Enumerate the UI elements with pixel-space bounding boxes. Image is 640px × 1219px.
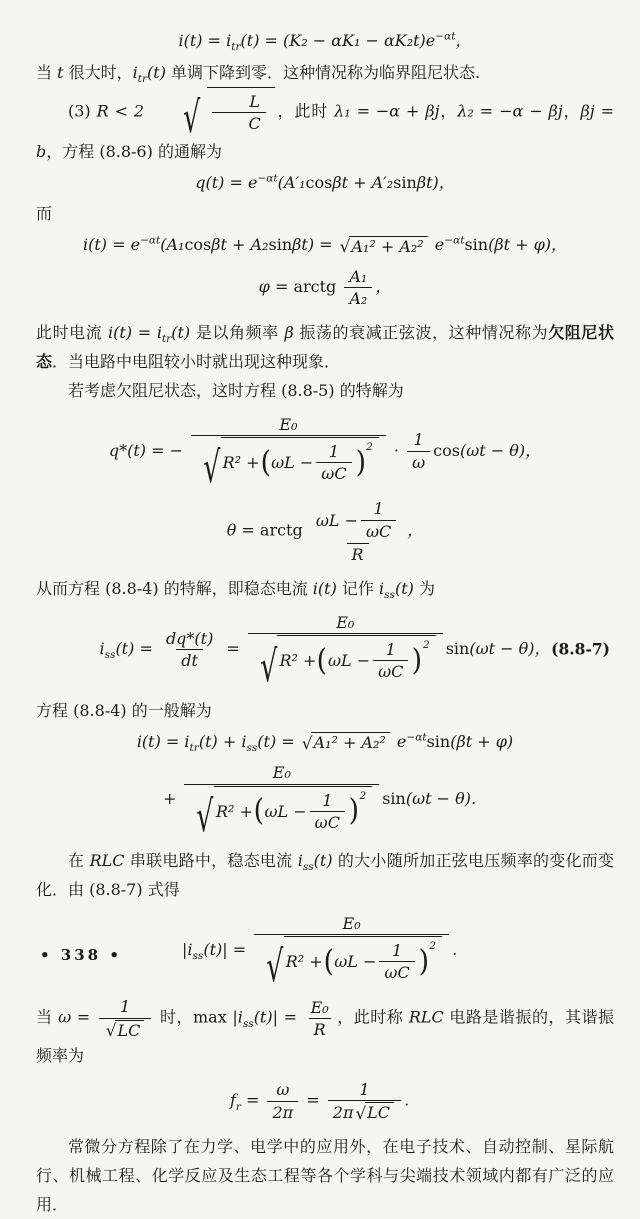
math-text: 2 [429, 940, 436, 953]
math-text: i [379, 579, 385, 598]
text-run: 单调下降到零．这种情况称为临界阻尼状态. [165, 62, 481, 82]
subscript [384, 589, 395, 601]
text-run: ， [439, 101, 458, 121]
radical-body [365, 1102, 394, 1122]
equation-steady-state-current [36, 612, 614, 692]
math-text: ss [104, 648, 116, 661]
denominator [344, 287, 372, 309]
math-text: ωC [321, 464, 347, 484]
math-text: (t)| = [203, 939, 252, 959]
math-function: max [193, 1008, 233, 1028]
math-text: E₀ [342, 913, 361, 933]
math-text: (A₁ [160, 235, 185, 255]
math-text: βj = b [36, 101, 615, 162]
math-text: dq*(t) [165, 628, 214, 648]
big-paren: ) [355, 444, 366, 479]
denominator [347, 543, 369, 565]
numerator [369, 498, 389, 519]
math-text: A₁² + A₂² [351, 236, 424, 256]
denominator [267, 1101, 298, 1123]
math-text: βt + A′₂ [332, 173, 394, 193]
math-fraction [344, 266, 372, 309]
numerator [115, 996, 135, 1017]
text-run: (3) [68, 101, 97, 121]
math-radical [191, 786, 372, 842]
superscript [423, 640, 430, 651]
equation-theta [36, 497, 614, 565]
math-text: (t) + i [198, 731, 247, 751]
math-function: cos [184, 235, 212, 255]
denominator [309, 1018, 331, 1040]
math-text: RLC [89, 850, 125, 870]
math-text: (t) = [257, 731, 300, 751]
text-run: ，方程 (8.8-6) 的通解为 [46, 142, 222, 162]
numerator [409, 429, 429, 450]
equation-number-8-8-7: (8.8-7) [551, 639, 610, 659]
math-fraction [310, 790, 345, 833]
math-text: e [429, 235, 445, 255]
subscript [190, 742, 199, 754]
denominator [379, 961, 414, 983]
radical-sign: √ [105, 1020, 117, 1041]
equation-charge-general-solution [36, 171, 614, 194]
subscript [231, 41, 240, 53]
math-text: q*(t) = − [108, 440, 189, 460]
math-text: |i [181, 939, 193, 959]
math-text: i [99, 638, 105, 658]
math-text: 1 [391, 941, 403, 961]
subscript [193, 950, 204, 962]
denominator [316, 462, 351, 484]
math-function: sin [393, 173, 417, 193]
math-radical [355, 1102, 394, 1122]
text-run: 的大小随所加正弦电压频率的变化而变化．由 (8.8-7) 式得 [36, 850, 614, 899]
math-text: −αt [406, 731, 427, 744]
math-text: LC [367, 1103, 391, 1122]
numerator [274, 414, 302, 435]
math-text: −αt [257, 172, 278, 185]
math-function: arctg [293, 276, 342, 296]
denominator [328, 1100, 401, 1123]
denominator [191, 435, 386, 494]
radical-body [311, 732, 389, 752]
math-text: = [240, 1090, 265, 1110]
math-text: −αt [140, 234, 161, 247]
math-text: 2 [422, 639, 430, 652]
math-text: (ωt − θ)， [459, 440, 542, 460]
equation-general-solution-line-2 [36, 762, 614, 842]
text-run: 振荡的衰减正弦波，这种情况称为 [293, 322, 549, 342]
math-text: 2 [366, 441, 373, 454]
text-run: 很大时， [63, 62, 133, 82]
math-text: ωL − [271, 453, 314, 473]
radical-sign: √ [260, 641, 278, 692]
math-fraction [191, 414, 386, 494]
math-text: tr [137, 72, 148, 85]
math-text: ss [192, 949, 204, 962]
math-text: L [249, 91, 260, 111]
denominator [99, 1018, 152, 1041]
math-text: (t) [147, 62, 166, 82]
text-run: 是以角频率 [190, 322, 285, 342]
denominator [310, 811, 345, 833]
text-run: 若考虑欠阻尼状态，这时方程 (8.8-5) 的特解为 [68, 380, 404, 400]
paragraph-consider-underdamped [36, 376, 614, 405]
math-text: 1 [373, 499, 384, 519]
paragraph-resonance-condition [36, 996, 614, 1069]
text-run: 为 [413, 579, 435, 598]
math-text: 2 [359, 789, 367, 802]
math-text: 1 [119, 997, 131, 1017]
text-run: 方程 (8.8-4) 的一般解为 [36, 700, 212, 720]
equation-critical-damping-current [36, 29, 614, 53]
math-text: 1 [359, 1079, 370, 1099]
numerator [354, 1079, 374, 1100]
math-text: ωC [314, 812, 340, 832]
math-text: ， [455, 31, 472, 50]
math-fraction [316, 441, 351, 484]
numerator [311, 497, 404, 542]
math-text: 1 [322, 790, 333, 810]
subscript [138, 73, 147, 85]
math-text: (t) = [115, 638, 158, 658]
math-radical [152, 87, 275, 144]
math-text: E₀ [272, 763, 291, 783]
big-paren: ( [253, 793, 264, 828]
numerator [317, 790, 337, 811]
math-text: t [57, 62, 64, 82]
math-text: ω [276, 1080, 290, 1100]
math-text: ωC [365, 521, 392, 541]
math-text: i [297, 850, 303, 870]
paragraph-thus-particular [36, 574, 614, 603]
text-run: 电路是谐振的，其谐振频率为 [36, 1008, 615, 1065]
math-text: i(t) [312, 579, 337, 598]
math-text: i(t) = i [178, 31, 232, 50]
math-function: sin [464, 235, 489, 255]
math-fraction [212, 91, 266, 134]
math-text: RLC [408, 1008, 444, 1028]
math-text: |i [232, 1008, 243, 1028]
text-run: 常微分方程除了在力学、电学中的应用外，在电子技术、自动控制、星际航行、机械工程、化学反应及生态工程等各个学科与尖端技术领域内都有广泛的应用． [36, 1137, 614, 1215]
math-text: LC [117, 1020, 141, 1040]
math-text: ． [451, 939, 468, 959]
math-text: ωL − [315, 510, 358, 530]
math-fraction [248, 612, 443, 692]
subscript [105, 649, 116, 661]
math-fraction [306, 997, 334, 1040]
math-text: (βt + φ) [450, 731, 514, 751]
text-run: ，此时 [276, 101, 335, 121]
math-text: dt [181, 650, 198, 670]
radical-body [349, 236, 427, 256]
big-paren: ) [418, 943, 429, 978]
math-radical [261, 936, 442, 993]
math-fraction [254, 913, 449, 993]
superscript [257, 173, 277, 185]
equation-general-solution-line-1 [36, 730, 614, 754]
math-function: cos [305, 173, 333, 193]
math-text: R² + [215, 801, 253, 821]
math-text: 2π [272, 1102, 294, 1122]
math-text: ωL − [327, 651, 371, 671]
bold-text-run: 欠阻尼状态 [36, 322, 614, 371]
big-paren: ) [411, 643, 423, 678]
math-text: (t) [171, 322, 191, 342]
math-text: ss [384, 589, 395, 602]
equation-resonant-frequency [36, 1079, 614, 1123]
math-fraction [373, 639, 408, 682]
radical-sign: √ [301, 732, 313, 753]
big-paren: ( [323, 943, 334, 978]
math-text: i(t) = i [136, 731, 190, 751]
equation-steady-current-magnitude [36, 913, 614, 993]
page-number: • 338 • [40, 946, 122, 964]
math-text: i(t) = e [82, 235, 141, 255]
math-text: (t) [394, 579, 414, 598]
math-text: 1 [385, 640, 396, 660]
paragraph-general-solution-intro [36, 696, 614, 725]
math-text: R [351, 544, 364, 564]
math-fraction [267, 1079, 298, 1122]
math-fraction [379, 940, 414, 983]
math-text: ss [302, 861, 314, 874]
math-radical [340, 236, 428, 256]
radical-body [284, 936, 442, 986]
math-fraction [407, 429, 430, 472]
numerator [387, 940, 407, 961]
radical-sign: √ [339, 236, 351, 257]
math-text: ， [375, 276, 392, 296]
numerator [331, 612, 359, 633]
math-text: 1 [413, 430, 424, 450]
denominator [248, 633, 443, 692]
numerator [338, 913, 366, 934]
math-text: i [132, 62, 138, 82]
numerator [306, 997, 334, 1018]
math-text: λ₁ = −α + βj [334, 101, 440, 121]
equation-phase-phi [36, 266, 614, 309]
radical-sign: √ [183, 93, 201, 144]
math-text: A₁² + A₂² [313, 732, 386, 752]
big-paren: ( [260, 444, 271, 479]
math-text: E₀ [279, 414, 298, 434]
math-text: e [391, 731, 407, 751]
text-run: 时， [154, 1008, 193, 1028]
math-text: −αt [435, 30, 456, 43]
text-run: 此时电流 [36, 322, 109, 342]
superscript [429, 941, 436, 952]
numerator [381, 639, 401, 660]
math-text: (t)| = [253, 1008, 303, 1028]
math-text: q(t) = e [195, 173, 258, 193]
math-text: ωC [384, 963, 410, 983]
paragraph-case-3 [36, 87, 614, 166]
superscript [366, 442, 373, 453]
superscript [435, 31, 455, 43]
equation-charge-particular-solution [36, 414, 614, 494]
math-radical [255, 635, 436, 692]
subscript [162, 333, 171, 345]
math-function: cos [433, 440, 460, 460]
numerator [268, 762, 296, 783]
math-text: β [284, 322, 294, 342]
math-text: (t) = (K₂ − αK₁ − αK₂t)e [240, 31, 436, 50]
math-text: R < 2 [96, 101, 151, 121]
math-text: 2π [332, 1102, 354, 1122]
math-function: sin [382, 789, 406, 809]
math-fraction [328, 1079, 401, 1123]
radical-body [221, 437, 379, 487]
math-text: ． [404, 1090, 421, 1110]
radical-sign: √ [266, 942, 284, 993]
math-function: sin [445, 638, 470, 658]
radical-body [214, 786, 372, 836]
math-fraction [161, 628, 218, 671]
radical-body [277, 635, 435, 685]
math-text: ω [412, 452, 426, 472]
math-text: ωC [378, 662, 404, 682]
math-text: R² + [285, 952, 323, 972]
radical-sign: √ [355, 1102, 367, 1123]
math-text: (ωt − θ)， [469, 638, 551, 658]
math-radical [106, 1020, 145, 1040]
denominator [373, 660, 408, 682]
math-text: tr [189, 741, 199, 754]
radical-sign: √ [203, 443, 221, 494]
denominator [176, 649, 203, 671]
denominator [184, 784, 379, 842]
math-text: C [248, 113, 261, 133]
math-function: arctg [259, 520, 308, 540]
paragraph-underdamped-state [36, 318, 614, 376]
denominator [254, 934, 449, 993]
text-run: 从而方程 (8.8-4) 的特解，即稳态电流 [36, 579, 313, 598]
math-text: E₀ [336, 613, 355, 632]
math-text: R² + [279, 651, 317, 671]
math-text: · [388, 440, 405, 460]
equation-current-general-solution [36, 233, 614, 256]
math-text: βt) = [292, 235, 338, 255]
superscript [444, 235, 464, 247]
numerator [344, 266, 372, 287]
numerator [271, 1079, 294, 1100]
text-run: ，此时称 [336, 1008, 409, 1028]
superscript [360, 791, 367, 802]
math-text: A₂ [349, 288, 368, 308]
math-text: A₁ [349, 266, 368, 286]
math-fraction [361, 498, 396, 541]
math-text: (ωt − θ)． [405, 789, 488, 809]
text-run: 当 [36, 62, 58, 82]
text-run: 记作 [336, 579, 379, 598]
math-text: λ₂ = −α − βj [457, 101, 563, 121]
math-text: ω = [58, 1008, 96, 1028]
math-text: 1 [328, 442, 340, 462]
math-text: E₀ [310, 997, 329, 1017]
numerator [212, 91, 265, 112]
radical-body [207, 87, 275, 137]
radical-body [115, 1020, 144, 1040]
math-text: tr [161, 333, 172, 346]
paragraph-ode-applications [36, 1132, 614, 1219]
equation-row-8-8-7 [36, 612, 614, 692]
math-text: βt + A₂ [211, 235, 269, 255]
paragraph-rlc-series [36, 846, 614, 904]
subscript [243, 1018, 254, 1030]
math-radical [198, 437, 379, 494]
math-text: = [221, 638, 245, 658]
math-text: (A′₁ [277, 173, 306, 193]
math-function: sin [426, 731, 451, 751]
math-text: ， [407, 520, 424, 540]
math-fraction [99, 996, 152, 1040]
text-run: 当 [36, 1008, 59, 1028]
math-text: i(t) = i [108, 322, 162, 342]
math-text: θ = [226, 520, 260, 540]
math-text: tr [231, 41, 241, 54]
text-run: 串联电路中，稳态电流 [124, 850, 298, 870]
math-fraction [184, 762, 379, 842]
math-text: + [162, 789, 182, 809]
big-paren: ) [348, 793, 359, 828]
math-text: r [235, 1100, 241, 1113]
big-paren: ( [316, 643, 328, 678]
superscript [406, 731, 426, 743]
math-text: R [313, 1020, 326, 1040]
math-text: (t) [313, 850, 333, 870]
text-run: 而 [36, 204, 53, 224]
text-run: ．当电路中电阻较小时就出现这种现象． [52, 351, 341, 371]
subscript [246, 742, 257, 754]
radical-sign: √ [196, 791, 214, 842]
math-text: φ = [258, 276, 294, 296]
subscript [303, 861, 314, 873]
math-text: βt)， [416, 173, 455, 193]
math-text: ss [242, 1018, 254, 1031]
text-run: 在 [68, 850, 90, 870]
math-function: sin [268, 235, 293, 255]
math-text: R² + [222, 453, 260, 473]
denominator [361, 520, 396, 542]
math-text: −αt [444, 234, 465, 247]
math-text: ωL − [264, 801, 307, 821]
paragraph-critical-damping [36, 58, 614, 87]
superscript [140, 235, 160, 247]
text-run: ， [562, 101, 581, 121]
math-text: ωL − [334, 952, 377, 972]
denominator [407, 451, 430, 473]
math-text: f [229, 1090, 236, 1110]
paragraph-er-connector [36, 199, 614, 228]
math-text: (βt + φ)， [488, 235, 568, 255]
denominator [212, 112, 266, 134]
math-text: = [301, 1090, 325, 1110]
numerator [161, 628, 218, 649]
math-radical [302, 732, 390, 752]
math-text: ss [246, 741, 258, 754]
numerator [324, 441, 344, 462]
math-fraction [311, 497, 404, 565]
